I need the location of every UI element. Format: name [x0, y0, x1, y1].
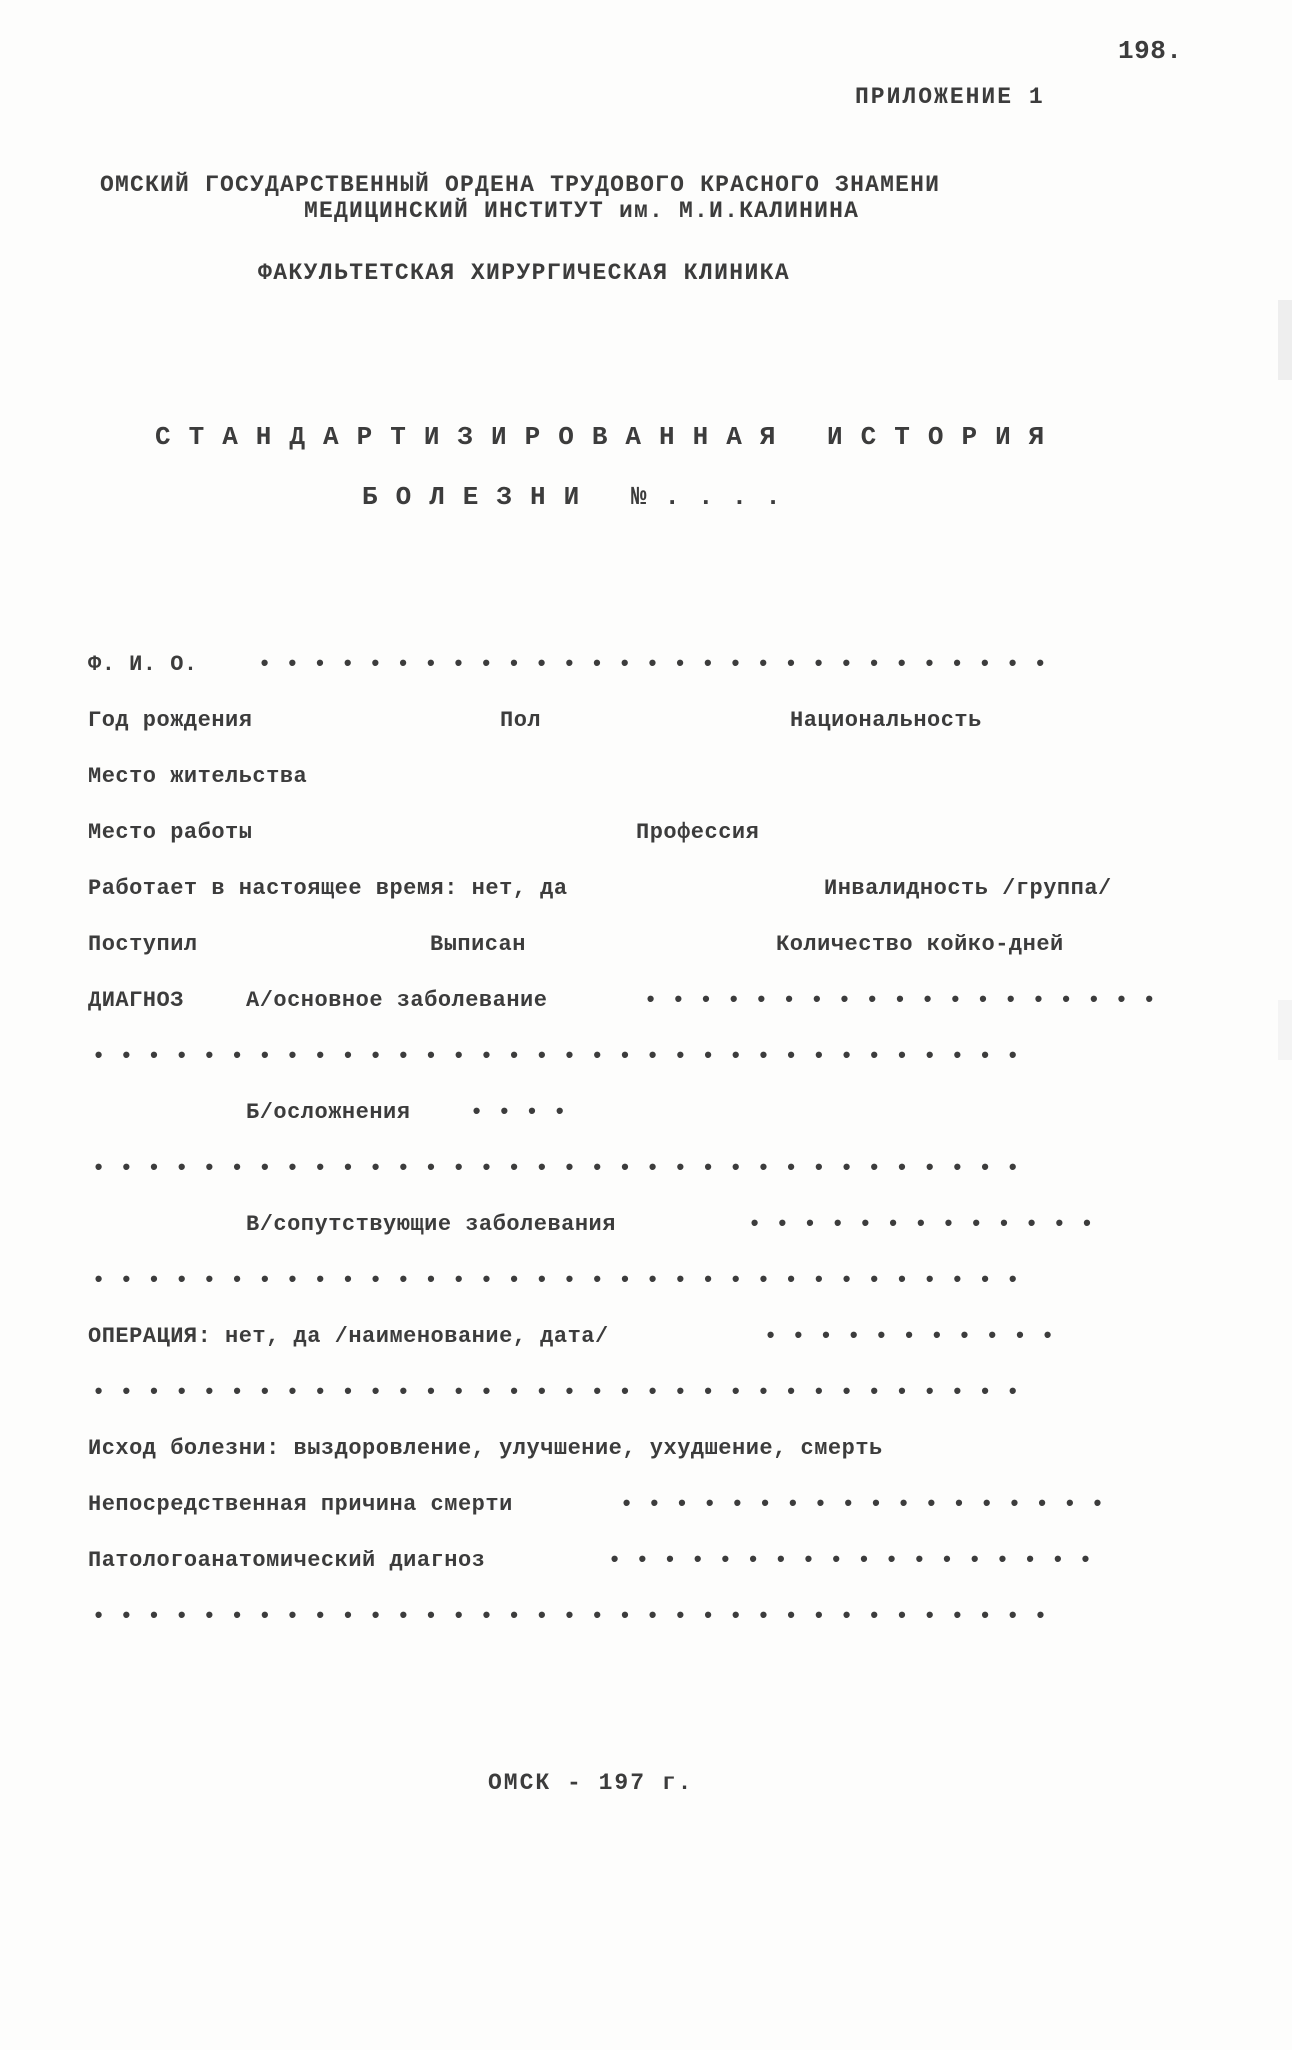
patho-diagnosis-label: Патологоанатомический диагноз	[88, 1548, 486, 1573]
working-now-label: Работает в настоящее время: нет, да	[88, 876, 568, 901]
fio-dotted-line: •••••••••••••••••••••••••••••	[258, 652, 1062, 677]
form-title-line-2: БОЛЕЗНИ №....	[362, 482, 799, 512]
diagnosis-main-label: А/основное заболевание	[246, 988, 548, 1013]
diagnosis-complications-label: Б/осложнения	[246, 1100, 411, 1125]
form-title-line-1: СТАНДАРТИЗИРОВАННАЯ ИСТОРИЯ	[155, 422, 1063, 452]
diagnosis-main-dotted-line: •••••••••••••••••••	[644, 988, 1171, 1013]
nationality-label: Национальность	[790, 708, 982, 733]
patho-diagnosis-dotted-line: ••••••••••••••••••	[608, 1548, 1107, 1573]
appendix-label: ПРИЛОЖЕНИЕ 1	[855, 84, 1045, 110]
outcome-label: Исход болезни: выздоровление, улучшение, ухудшение, смерть	[88, 1436, 883, 1461]
clinic-name: ФАКУЛЬТЕТСКАЯ ХИРУРГИЧЕСКАЯ КЛИНИКА	[258, 260, 791, 286]
diagnosis-main-dotted-line-2: ••••••••••••••••••••••••••••••••••	[92, 1044, 1034, 1069]
diagnosis-label: ДИАГНОЗ	[88, 988, 184, 1013]
footer-city-year: ОМСК - 197 г.	[488, 1770, 694, 1796]
scan-edge-shadow	[1278, 1000, 1292, 1060]
institute-line-1: ОМСКИЙ ГОСУДАРСТВЕННЫЙ ОРДЕНА ТРУДОВОГО КРАСНОГО ЗНАМЕНИ	[100, 172, 941, 198]
admitted-label: Поступил	[88, 932, 198, 957]
workplace-label: Место работы	[88, 820, 253, 845]
bed-days-label: Количество койко-дней	[776, 932, 1064, 957]
cause-of-death-label: Непосредственная причина смерти	[88, 1492, 513, 1517]
operation-dotted-line: •••••••••••	[764, 1324, 1069, 1349]
patho-diagnosis-dotted-line-2: •••••••••••••••••••••••••••••••••••	[92, 1604, 1062, 1629]
institute-line-2: МЕДИЦИНСКИЙ ИНСТИТУТ им. М.И.КАЛИНИНА	[304, 198, 860, 224]
diagnosis-concomitant-dotted-line: •••••••••••••	[748, 1212, 1109, 1237]
diagnosis-concomitant-label: В/сопутствующие заболевания	[246, 1212, 616, 1237]
diagnosis-concomitant-dotted-line-2: ••••••••••••••••••••••••••••••••••	[92, 1268, 1034, 1293]
disability-label: Инвалидность /группа/	[824, 876, 1112, 901]
operation-label: ОПЕРАЦИЯ: нет, да /наименование, дата/	[88, 1324, 609, 1349]
sex-label: Пол	[500, 708, 542, 733]
birth-year-label: Год рождения	[88, 708, 253, 733]
cause-of-death-dotted-line: ••••••••••••••••••	[620, 1492, 1119, 1517]
diagnosis-complications-dotted-line: ••••	[470, 1100, 581, 1125]
fio-label: Ф. И. О.	[88, 652, 198, 677]
scan-edge-shadow	[1278, 300, 1292, 380]
page-number: 198.	[1118, 36, 1183, 66]
diagnosis-complications-dotted-line-2: ••••••••••••••••••••••••••••••••••	[92, 1156, 1034, 1181]
discharged-label: Выписан	[430, 932, 526, 957]
profession-label: Профессия	[636, 820, 760, 845]
operation-dotted-line-2: ••••••••••••••••••••••••••••••••••	[92, 1380, 1034, 1405]
residence-label: Место жительства	[88, 764, 308, 789]
